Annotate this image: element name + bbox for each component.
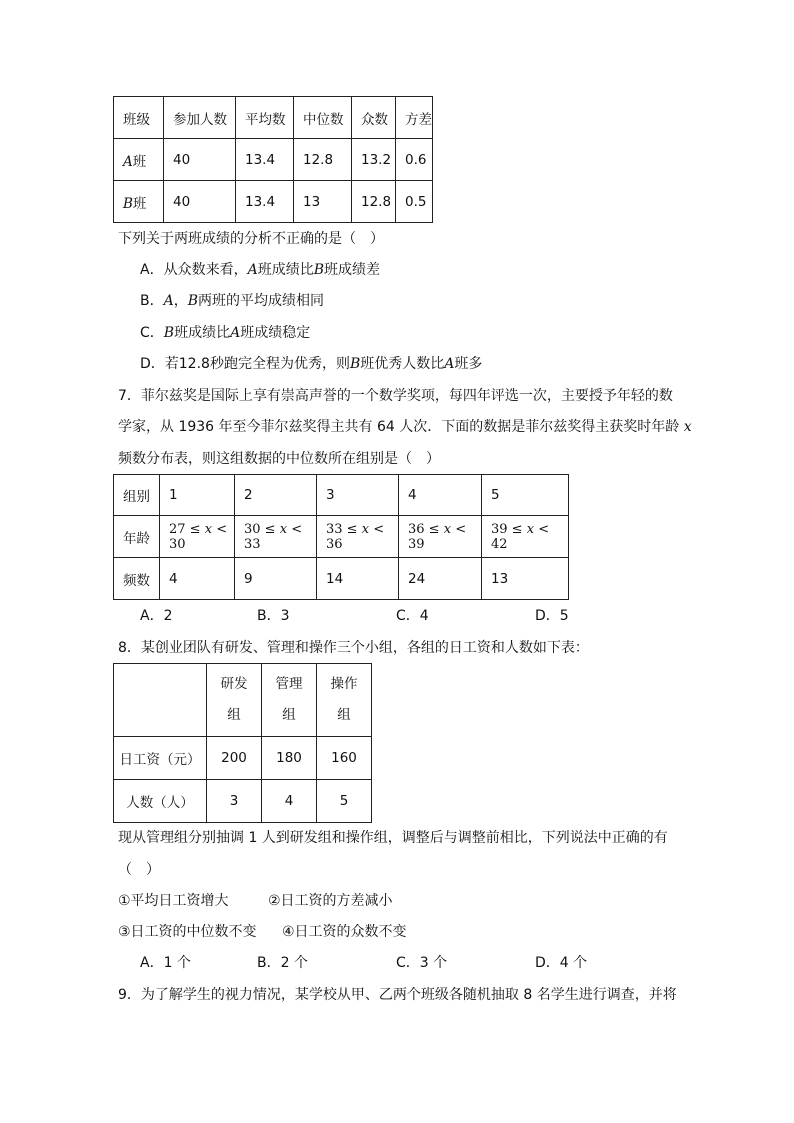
q8-statement-2: ②日工资的方差减小 <box>268 893 393 909</box>
table-cell: 4 <box>399 475 482 516</box>
class-var: B <box>123 195 133 212</box>
table-cell: 160 <box>317 737 372 780</box>
header-cell: 参加人数 <box>164 97 236 139</box>
row-label: 人数（人） <box>114 780 207 823</box>
header-cell: 平均数 <box>236 97 294 139</box>
table-row <box>114 475 569 516</box>
table-row <box>114 139 433 181</box>
q8-statement-4: ④日工资的众数不变 <box>282 924 407 940</box>
table-row <box>114 181 433 223</box>
header-cell: 众数 <box>352 97 396 139</box>
class-var: A <box>123 153 133 170</box>
empty-cell <box>114 664 207 737</box>
q7-var: x <box>683 419 692 435</box>
q8-statement-3: ③日工资的中位数不变 <box>118 924 257 940</box>
class-cell <box>114 181 164 223</box>
team-wage-table <box>113 663 372 823</box>
table-row <box>114 558 569 600</box>
table-cell: 13.4 <box>236 181 294 223</box>
table-cell: 24 <box>399 558 482 600</box>
q6-stem: 下列关于两班成绩的分析不正确的是（ ） <box>118 231 384 247</box>
table-cell: 3 <box>207 780 262 823</box>
table-cell: 5 <box>482 475 569 516</box>
class-stats-table <box>113 96 433 223</box>
q7-line-2: 学家，从 1936 年至今菲尔兹奖得主共有 64 人次．下面的数据是菲尔兹奖得主获奖时年龄 x <box>118 419 692 435</box>
table-row <box>114 737 372 780</box>
age-range-cell: 33 ≤ x < 36 <box>317 516 399 558</box>
q8-option-d: D．4 个 <box>535 955 588 971</box>
q7-option-c: C．4 <box>396 608 429 624</box>
table-cell: 40 <box>164 139 236 181</box>
q7-line-3: 频数分布表，则这组数据的中位数所在组别是（ ） <box>118 451 440 467</box>
table-cell: 3 <box>317 475 399 516</box>
class-suffix: 班 <box>132 195 147 212</box>
q8-option-c: C．3 个 <box>396 955 448 971</box>
table-cell: 0.6 <box>396 139 433 181</box>
q8-stem: 8．某创业团队有研发、管理和操作三个小组，各组的日工资和人数如下表： <box>118 640 589 656</box>
q6-option-a: A．从众数来看，A班成绩比B班成绩差 <box>140 262 380 278</box>
table-cell: 2 <box>235 475 317 516</box>
age-range-cell: 27 ≤ x < 30 <box>160 516 235 558</box>
header-cell: 方差 <box>396 97 433 139</box>
table-cell: 13 <box>294 181 352 223</box>
table-cell: 13.4 <box>236 139 294 181</box>
age-range-cell: 30 ≤ x < 33 <box>235 516 317 558</box>
header-cell: 管理 组 <box>262 664 317 737</box>
q8-question-line-2: （ ） <box>118 862 160 878</box>
q9-line-1: 9．为了解学生的视力情况，某学校从甲、乙两个班级各随机抽取 8 名学生进行调查，并将 <box>118 987 677 1003</box>
table-cell: 12.8 <box>294 139 352 181</box>
q7-option-b: B．3 <box>257 608 290 624</box>
table-row <box>114 516 569 558</box>
table-cell: 180 <box>262 737 317 780</box>
table-cell: 200 <box>207 737 262 780</box>
table-cell: 40 <box>164 181 236 223</box>
q6-option-b: B．A，B两班的平均成绩相同 <box>140 293 325 309</box>
q6-option-d: D．若12.8秒跑完全程为优秀，则B班优秀人数比A班多 <box>140 356 483 372</box>
header-cell: 操作 组 <box>317 664 372 737</box>
table-cell: 0.5 <box>396 181 433 223</box>
table-header-row <box>114 664 372 737</box>
age-range-cell: 36 ≤ x < 39 <box>399 516 482 558</box>
class-suffix: 班 <box>132 153 147 170</box>
q8-question-line-1: 现从管理组分别抽调 1 人到研发组和操作组，调整后与调整前相比，下列说法中正确的有 <box>118 830 668 846</box>
class-cell <box>114 139 164 181</box>
q7-option-d: D．5 <box>535 608 569 624</box>
table-cell: 13 <box>482 558 569 600</box>
table-cell: 1 <box>160 475 235 516</box>
table-cell: 5 <box>317 780 372 823</box>
q8-option-a: A．1 个 <box>140 955 191 971</box>
table-cell: 12.8 <box>352 181 396 223</box>
row-label: 日工资（元） <box>114 737 207 780</box>
table-header-row <box>114 97 433 139</box>
header-cell: 班级 <box>114 97 164 139</box>
q6-option-c: C．B班成绩比A班成绩稳定 <box>140 325 311 341</box>
header-cell: 中位数 <box>294 97 352 139</box>
age-range-cell: 39 ≤ x < 42 <box>482 516 569 558</box>
fields-medal-table <box>113 474 569 600</box>
row-label: 组别 <box>114 475 160 516</box>
table-row <box>114 780 372 823</box>
q8-statement-1: ①平均日工资增大 <box>118 893 229 909</box>
row-label: 年龄 <box>114 516 160 558</box>
table-cell: 4 <box>262 780 317 823</box>
table-cell: 13.2 <box>352 139 396 181</box>
row-label: 频数 <box>114 558 160 600</box>
table-cell: 9 <box>235 558 317 600</box>
table-cell: 14 <box>317 558 399 600</box>
header-cell: 研发 组 <box>207 664 262 737</box>
table-cell: 4 <box>160 558 235 600</box>
q8-option-b: B．2 个 <box>257 955 308 971</box>
q7-option-a: A．2 <box>140 608 173 624</box>
q7-line-1: 7．菲尔兹奖是国际上享有崇高声誉的一个数学奖项，每四年评选一次，主要授予年轻的数 <box>118 388 673 404</box>
